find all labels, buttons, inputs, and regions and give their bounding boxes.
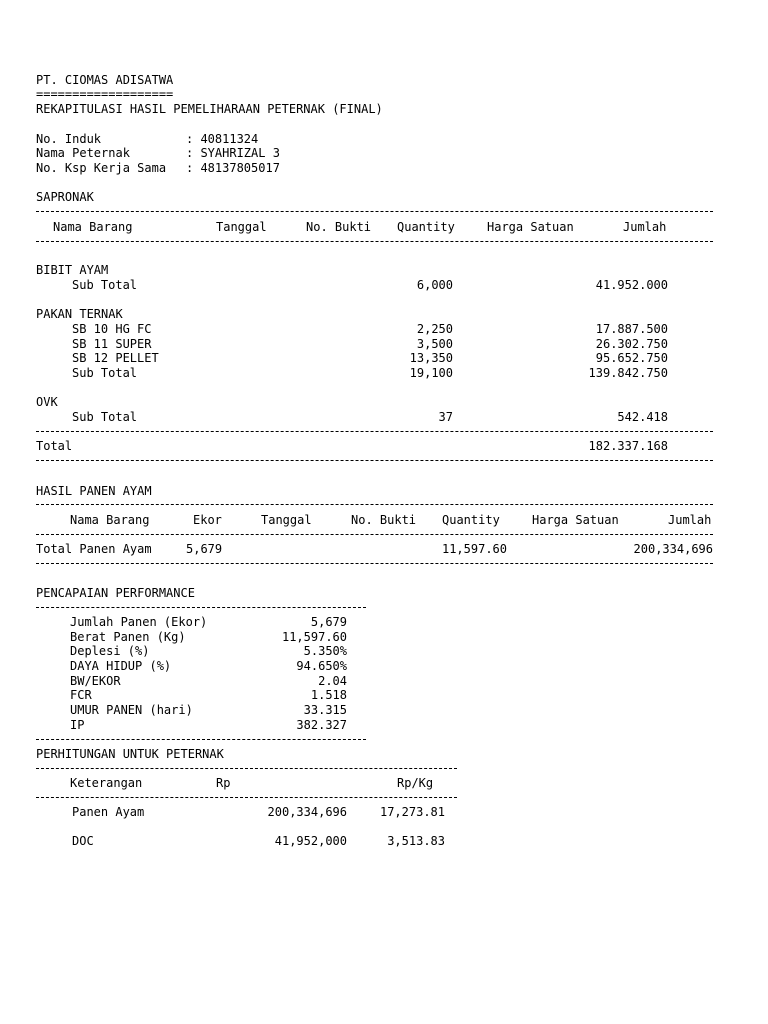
divider xyxy=(36,739,366,740)
perf-value: 5.350% xyxy=(303,644,347,658)
col-nama-barang: Nama Barang xyxy=(70,513,150,527)
total-label: Total xyxy=(36,439,73,453)
col-no-bukti: No. Bukti xyxy=(351,513,417,527)
divider xyxy=(36,460,713,461)
item-jumlah: 26.302.750 xyxy=(595,337,668,351)
subtotal-jumlah: 139.842.750 xyxy=(588,366,668,380)
calc-rp: 200,334,696 xyxy=(267,805,347,819)
col-harga-satuan: Harga Satuan xyxy=(487,220,574,234)
perf-label: Berat Panen (Kg) xyxy=(70,630,186,644)
col-rp-kg: Rp/Kg xyxy=(397,776,434,790)
subtotal-label: Sub Total xyxy=(72,366,138,380)
item-name: SB 12 PELLET xyxy=(72,351,159,365)
perf-label: Jumlah Panen (Ekor) xyxy=(70,615,208,629)
subtotal-qty: 37 xyxy=(438,410,453,424)
col-quantity: Quantity xyxy=(442,513,500,527)
info-label-ksp: No. Ksp Kerja Sama xyxy=(36,161,167,175)
col-tanggal: Tanggal xyxy=(261,513,312,527)
calc-rp-kg: 17,273.81 xyxy=(379,805,445,819)
perf-value: 11,597.60 xyxy=(281,630,347,644)
col-quantity: Quantity xyxy=(397,220,455,234)
perf-value: 94.650% xyxy=(296,659,347,673)
subtotal-qty: 6,000 xyxy=(416,278,453,292)
col-jumlah: Jumlah xyxy=(623,220,667,234)
panen-title: HASIL PANEN AYAM xyxy=(36,484,152,498)
total-jumlah: 182.337.168 xyxy=(588,439,668,453)
divider xyxy=(36,563,713,564)
item-qty: 13,350 xyxy=(409,351,453,365)
col-tanggal: Tanggal xyxy=(216,220,267,234)
perf-value: 2.04 xyxy=(318,674,347,688)
perf-label: Deplesi (%) xyxy=(70,644,150,658)
info-label-nama-peternak: Nama Peternak xyxy=(36,146,130,160)
item-name: SB 10 HG FC xyxy=(72,322,152,336)
item-qty: 2,250 xyxy=(416,322,453,336)
calc-rp: 41,952,000 xyxy=(274,834,347,848)
item-jumlah: 17.887.500 xyxy=(595,322,668,336)
perf-value: 33.315 xyxy=(303,703,347,717)
divider xyxy=(36,607,366,608)
info-value-no-induk: : 40811324 xyxy=(186,132,259,146)
col-rp: Rp xyxy=(216,776,231,790)
perf-label: UMUR PANEN (hari) xyxy=(70,703,193,717)
divider xyxy=(36,534,713,535)
company-underline: =================== xyxy=(36,87,174,101)
info-label-no-induk: No. Induk xyxy=(36,132,102,146)
subtotal-label: Sub Total xyxy=(72,410,138,424)
perf-label: IP xyxy=(70,718,85,732)
col-ekor: Ekor xyxy=(193,513,222,527)
item-name: SB 11 SUPER xyxy=(72,337,152,351)
subtotal-qty: 19,100 xyxy=(409,366,453,380)
info-value-nama-peternak: : SYAHRIZAL 3 xyxy=(186,146,280,160)
col-nama-barang: Nama Barang xyxy=(53,220,133,234)
calc-rp-kg: 3,513.83 xyxy=(387,834,445,848)
divider xyxy=(36,241,713,242)
col-no-bukti: No. Bukti xyxy=(306,220,372,234)
calc-label: Panen Ayam xyxy=(72,805,145,819)
col-jumlah: Jumlah xyxy=(668,513,712,527)
group-bibit-ayam: BIBIT AYAM xyxy=(36,263,109,277)
item-jumlah: 95.652.750 xyxy=(595,351,668,365)
company-name: PT. CIOMAS ADISATWA xyxy=(36,73,174,87)
panen-total-ekor: 5,679 xyxy=(186,542,223,556)
panen-total-qty: 11,597.60 xyxy=(441,542,507,556)
perf-label: BW/EKOR xyxy=(70,674,121,688)
divider xyxy=(36,797,457,798)
performance-title: PENCAPAIAN PERFORMANCE xyxy=(36,586,195,600)
perf-value: 382.327 xyxy=(296,718,347,732)
perf-label: DAYA HIDUP (%) xyxy=(70,659,172,673)
group-pakan-ternak: PAKAN TERNAK xyxy=(36,307,123,321)
subtotal-jumlah: 542.418 xyxy=(617,410,668,424)
panen-total-label: Total Panen Ayam xyxy=(36,542,152,556)
info-value-ksp: : 48137805017 xyxy=(186,161,280,175)
divider xyxy=(36,768,457,769)
perf-label: FCR xyxy=(70,688,92,702)
divider xyxy=(36,211,713,212)
subtotal-jumlah: 41.952.000 xyxy=(595,278,668,292)
calc-label: DOC xyxy=(72,834,94,848)
perf-value: 1.518 xyxy=(310,688,347,702)
col-harga-satuan: Harga Satuan xyxy=(532,513,619,527)
perf-value: 5,679 xyxy=(310,615,347,629)
subtotal-label: Sub Total xyxy=(72,278,138,292)
panen-total-jumlah: 200,334,696 xyxy=(633,542,713,556)
group-ovk: OVK xyxy=(36,395,58,409)
perhitungan-title: PERHITUNGAN UNTUK PETERNAK xyxy=(36,747,224,761)
col-keterangan: Keterangan xyxy=(70,776,143,790)
sapronak-title: SAPRONAK xyxy=(36,190,94,204)
divider xyxy=(36,504,713,505)
divider xyxy=(36,431,713,432)
report-title: REKAPITULASI HASIL PEMELIHARAAN PETERNAK (FINAL) xyxy=(36,102,383,116)
item-qty: 3,500 xyxy=(416,337,453,351)
